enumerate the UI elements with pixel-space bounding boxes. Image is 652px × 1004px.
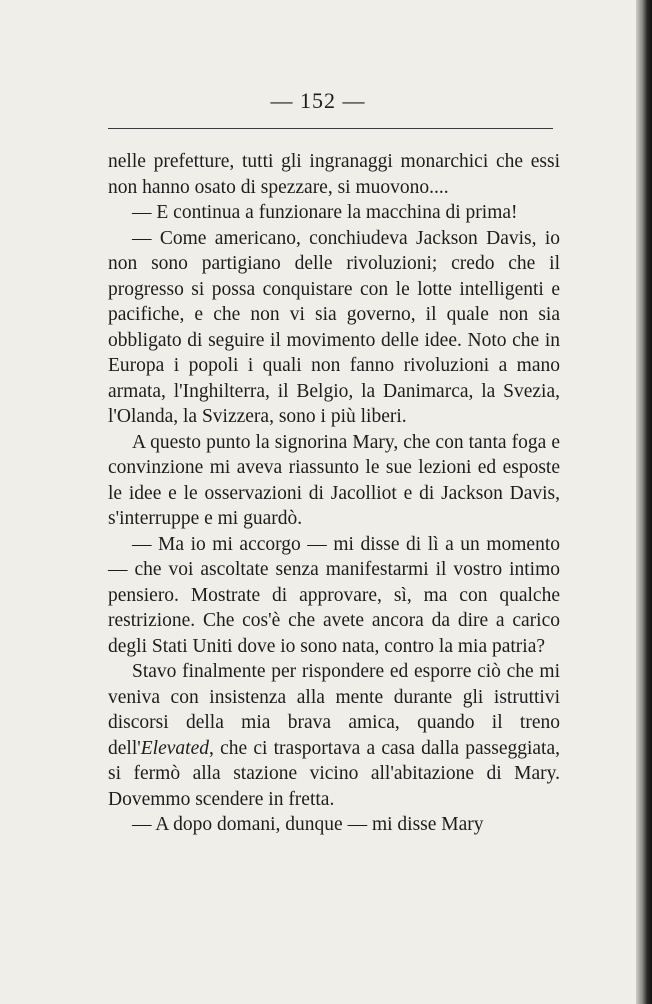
header-rule (108, 128, 553, 129)
book-spine-shadow (636, 0, 652, 1004)
paragraph: — Ma io mi accorgo — mi disse di lì a un momento — che voi ascoltate senza manifestarmi il vostro intimo pensiero. Mostrate di approvare, sì, ma con qualche restrizione. Che cos'è che avete ancora da dire a carico degli Stati Uniti dove io sono nata, contro la mia patria? (108, 533, 560, 657)
paragraph-text: , che ci trasportava a casa dalla passeggiata, si fermò alla stazione vicino all'abitazione di Mary. Dovemmo scendere in fretta. (108, 737, 560, 810)
paragraph: — Come americano, conchiudeva Jackson Davis, io non sono partigiano delle rivoluzioni; credo che il progresso si possa conquistare con le lotte intelligenti e pacifiche, e che non vi sia governo, il quale non sia obbligato di seguire il movimento delle idee. Noto che in Europa i popoli i quali non fanno rivoluzioni a mano armata, l'Inghilterra, il Belgio, la Danimarca, la Svezia, l'Olanda, la Svizzera, sono i più liberi. (108, 227, 560, 427)
paragraph: — A dopo domani, dunque — mi disse Mary (132, 814, 484, 835)
italic-train-name: Elevated (140, 737, 209, 759)
body-text (108, 149, 560, 838)
paragraph: — E continua a funzionare la macchina di prima! (132, 202, 518, 223)
paragraph: nelle prefetture, tutti gli ingranaggi monarchici che essi non hanno osato di spezzare, si muovono.... (108, 151, 560, 198)
paragraph-text: Stavo finalmente per rispondere ed esporre ciò che mi veniva con insistenza alla mente durante gli istruttivi discorsi della mia brava amica, quando il treno dell' (108, 661, 560, 759)
page-number: — 152 — (270, 88, 366, 113)
paragraph (108, 659, 560, 812)
paragraph: A questo punto la signorina Mary, che con tanta foga e convinzione mi aveva riassunto le sue lezioni ed esposte le idee e le osservazioni di Jacolliot e di Jackson Davis, s'interruppe e mi guardò. (108, 431, 560, 529)
